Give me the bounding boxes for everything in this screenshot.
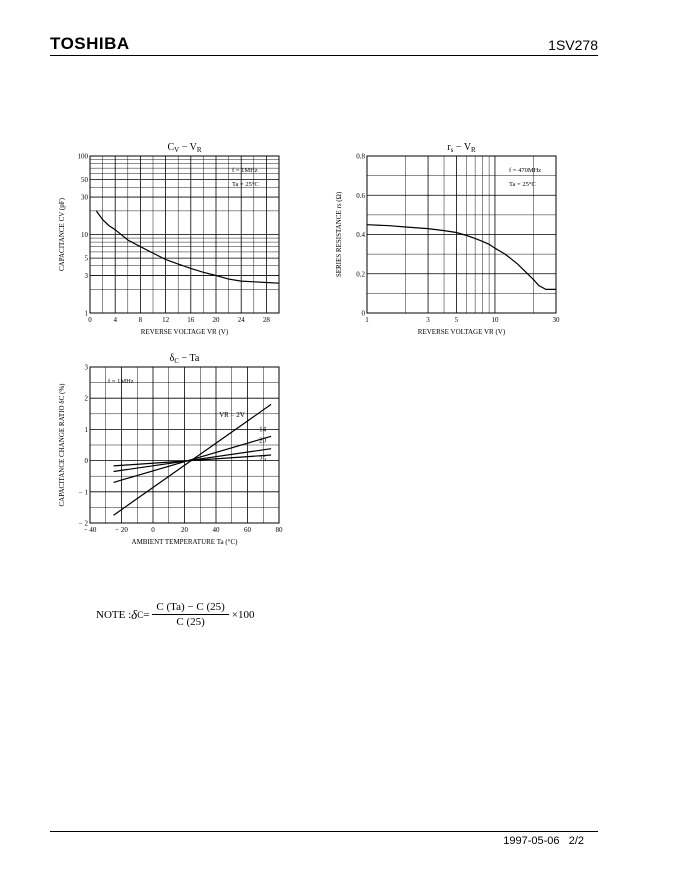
chart-title: $\delta_C - Ta$ [169, 353, 200, 365]
y-tick-label: 1 [84, 309, 88, 318]
x-tick-label: 20 [212, 316, 220, 324]
note-numerator: C (Ta) − C (25) [152, 601, 228, 615]
x-tick-label: 16 [187, 316, 195, 324]
condition-annotation: f = 470MHz [509, 167, 542, 174]
y-tick-label: − 2 [78, 519, 88, 528]
note-suffix: ×100 [231, 608, 255, 621]
series-label: 14 [259, 425, 267, 434]
footer-page: 2/2 [568, 835, 584, 847]
y-tick-label: 2 [84, 394, 88, 403]
chart-title: $C_V - V_R$ [167, 142, 202, 154]
x-tick-label: 28 [262, 316, 270, 324]
y-axis-label: SERIES RESISTANCE rs (Ω) [335, 191, 343, 278]
condition-annotation: f = 1MHz [232, 167, 258, 174]
series-label: VR = 2V [219, 411, 245, 419]
x-tick-label: 5 [454, 316, 459, 324]
footer-rule [50, 831, 598, 832]
note-denominator: C (25) [176, 616, 205, 628]
footer-date: 1997-05-06 [503, 835, 560, 847]
x-tick-label: 0 [88, 316, 92, 324]
x-tick-label: 12 [162, 316, 170, 324]
y-tick-label: 30 [81, 193, 88, 202]
y-tick-label: 0.2 [356, 270, 365, 279]
x-tick-label: − 20 [115, 526, 128, 534]
x-tick-label: 30 [552, 316, 560, 324]
y-tick-label: 0.8 [356, 152, 365, 161]
x-tick-label: 40 [212, 526, 220, 534]
x-tick-label: 3 [426, 316, 430, 324]
y-tick-label: 0 [84, 457, 88, 466]
x-tick-label: 1 [365, 316, 369, 324]
y-axis-label: CAPACITANCE CHANGE RATIO δC (%) [58, 383, 66, 507]
note-fraction [152, 601, 228, 628]
y-tick-label: 0.6 [356, 191, 365, 200]
note-formula [96, 601, 255, 628]
x-tick-label: − 40 [83, 526, 97, 534]
footer-date-page [503, 835, 584, 847]
y-tick-label: 3 [84, 363, 88, 372]
y-tick-label: 10 [81, 231, 88, 239]
condition-annotation: f = 1MHz [108, 378, 134, 385]
y-tick-label: − 1 [78, 488, 88, 497]
x-tick-label: 10 [491, 316, 499, 324]
series-line [96, 211, 279, 283]
x-tick-label: 60 [244, 526, 251, 534]
series-label: 25 [259, 454, 267, 463]
y-tick-label: 50 [81, 176, 88, 185]
part-number: 1SV278 [548, 37, 598, 53]
y-tick-label: 0.4 [356, 231, 365, 239]
note-delta: δ [131, 606, 138, 622]
condition-annotation: Ta = 25°C [232, 181, 259, 188]
x-axis-label: REVERSE VOLTAGE VR (V) [140, 328, 229, 336]
y-tick-label: 3 [84, 272, 88, 281]
x-tick-label: 8 [138, 316, 143, 324]
note-subscript: C [137, 609, 144, 620]
note-prefix: NOTE : [96, 608, 132, 621]
series-label: 20 [259, 436, 267, 445]
y-tick-label: 5 [84, 254, 88, 263]
x-axis-label: REVERSE VOLTAGE VR (V) [417, 328, 506, 336]
x-tick-label: 80 [275, 526, 283, 534]
x-tick-label: 20 [181, 526, 188, 534]
y-tick-label: 1 [84, 425, 88, 434]
condition-annotation: Ta = 25°C [509, 181, 536, 188]
x-tick-label: 0 [151, 526, 155, 534]
y-axis-label: CAPACITANCE CV (pF) [58, 198, 66, 271]
y-tick-label: 100 [77, 152, 88, 161]
y-tick-label: 0 [361, 309, 365, 318]
brand-logo: TOSHIBA [50, 34, 130, 53]
x-axis-label: AMBIENT TEMPERATURE Ta (°C) [131, 538, 238, 546]
note-equals: = [143, 608, 150, 621]
x-tick-label: 24 [237, 316, 245, 324]
x-tick-label: 4 [113, 316, 117, 324]
chart-title: $r_s - V_R$ [447, 142, 476, 154]
